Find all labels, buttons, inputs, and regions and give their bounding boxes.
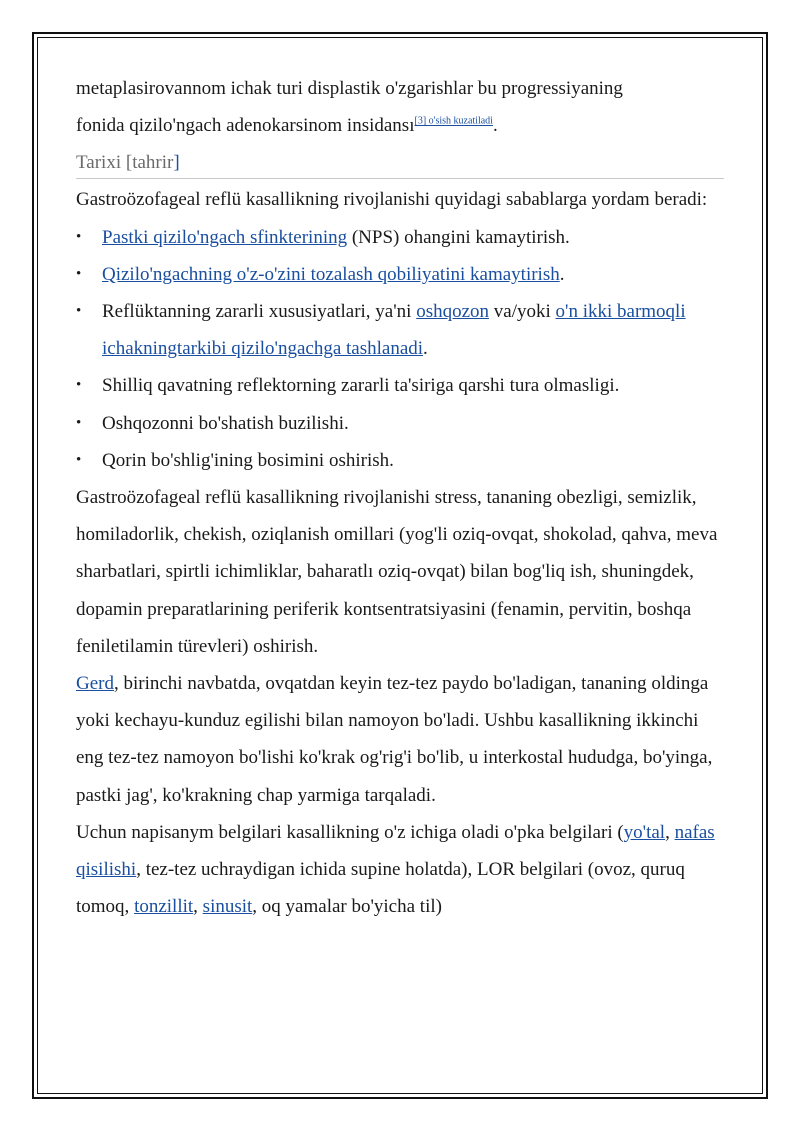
list-item-text: . bbox=[559, 263, 565, 285]
risk-factors-paragraph: Gastroözofageal reflü kasallikning rivojlanishi stress, tananing obezligi, semizlik, homiladorlik, chekish, oziqlanish omillari (yog'li oziq-ovqat, shokolad, qahva, meva sharbatlari, spirtli ichimliklar, baharatlı oziq-ovqat) bilan bog'liq ish, shuningdek, dopamin preparatlarining periferik kontsentratsiyasini (fenamin, pervitin, boshqa feniletilamin türevleri) oshirish. bbox=[76, 487, 718, 657]
list-item: • Shilliq qavatning reflektorning zararli ta'siriga qarshi tura olmasligi. bbox=[76, 367, 726, 404]
section-heading bbox=[76, 148, 724, 179]
extra-text: Uchun napisanym belgilari kasallikning o'z ichiga oladi o'pka belgilari ( bbox=[76, 821, 624, 843]
list-item-text: (NPS) ohangini kamaytirish. bbox=[347, 226, 570, 248]
link-sphincter[interactable]: Pastki qizilo'ngach sfinkterining bbox=[102, 226, 348, 248]
list-item bbox=[76, 219, 726, 256]
edit-link[interactable]: tahrir bbox=[132, 152, 174, 174]
intro-paragraph bbox=[76, 70, 726, 144]
list-item-text: Reflüktanning zararli xususiyatlari, ya'ni bbox=[102, 301, 417, 323]
list-item bbox=[76, 256, 726, 293]
intro-line-2: fonida qizilo'ngach adenokarsinom insidansı bbox=[76, 115, 415, 137]
causes-intro: Gastroözofageal reflü kasallikning rivojlanishi quyidagi sabablarga yordam beradi: bbox=[76, 189, 708, 211]
list-item-text: va/yoki bbox=[489, 301, 556, 323]
bracket-close[interactable]: ] bbox=[173, 152, 180, 174]
extra-symptoms-paragraph bbox=[76, 814, 726, 926]
link-sinusitis[interactable]: sinusit bbox=[202, 896, 253, 918]
link-stomach[interactable]: oshqozon bbox=[416, 301, 490, 323]
intro-end: . bbox=[492, 115, 498, 137]
link-cough[interactable]: yo'tal bbox=[623, 821, 666, 843]
intro-line-1: metaplasirovannom ichak turi displastik o'zgarishlar bu progressiyaning bbox=[76, 78, 623, 99]
link-tonsillitis[interactable]: tonzillit bbox=[134, 896, 194, 918]
link-shortness-of-breath[interactable]: nafas qisilishi bbox=[76, 821, 715, 881]
causes-list bbox=[76, 219, 726, 479]
symptoms-text: , birinchi navbatda, ovqatdan keyin tez-tez paydo bo'ladigan, tananing oldinga yoki kechayu-kunduz egilishi bilan namoyon bo'ladi. Ushbu kasallikning ikkinchi eng tez-tez namoyon bo'lishi ko'krak og'rig'i bo'lib, u interkostal hududga, bo'yinga, pastki jag', ko'krakning chap yarmiga tarqaladi. bbox=[76, 673, 713, 806]
extra-text: , oq yamalar bo'yicha til) bbox=[252, 896, 442, 918]
symptoms-paragraph bbox=[76, 665, 726, 814]
separator: , bbox=[665, 821, 675, 843]
link-self-cleaning[interactable]: Qizilo'ngachning o'z-o'zini tozalash qobiliyatini kamaytirish bbox=[102, 263, 560, 285]
bracket-open: [ bbox=[125, 152, 133, 174]
list-item: • Qorin bo'shlig'ining bosimini oshirish. bbox=[76, 442, 726, 479]
list-item: • Oshqozonni bo'shatish buzilishi. bbox=[76, 405, 726, 442]
extra-text: , tez-tez uchraydigan ichida supine holatda), LOR belgilari (ovoz, quruq tomoq, bbox=[76, 859, 685, 918]
section-title: Tarixi bbox=[76, 152, 122, 174]
link-duodenum[interactable]: o'n ikki barmoqli ichakningtarkibi qizilo'ngachga tashlanadi bbox=[102, 301, 686, 360]
list-item-text: . bbox=[423, 338, 428, 360]
link-gerd[interactable]: Gerd bbox=[76, 673, 114, 695]
article-body bbox=[76, 70, 726, 925]
separator: , bbox=[193, 896, 203, 918]
reference-link[interactable]: [3] o'sish kuzatiladi bbox=[414, 115, 493, 127]
list-item bbox=[76, 293, 726, 367]
